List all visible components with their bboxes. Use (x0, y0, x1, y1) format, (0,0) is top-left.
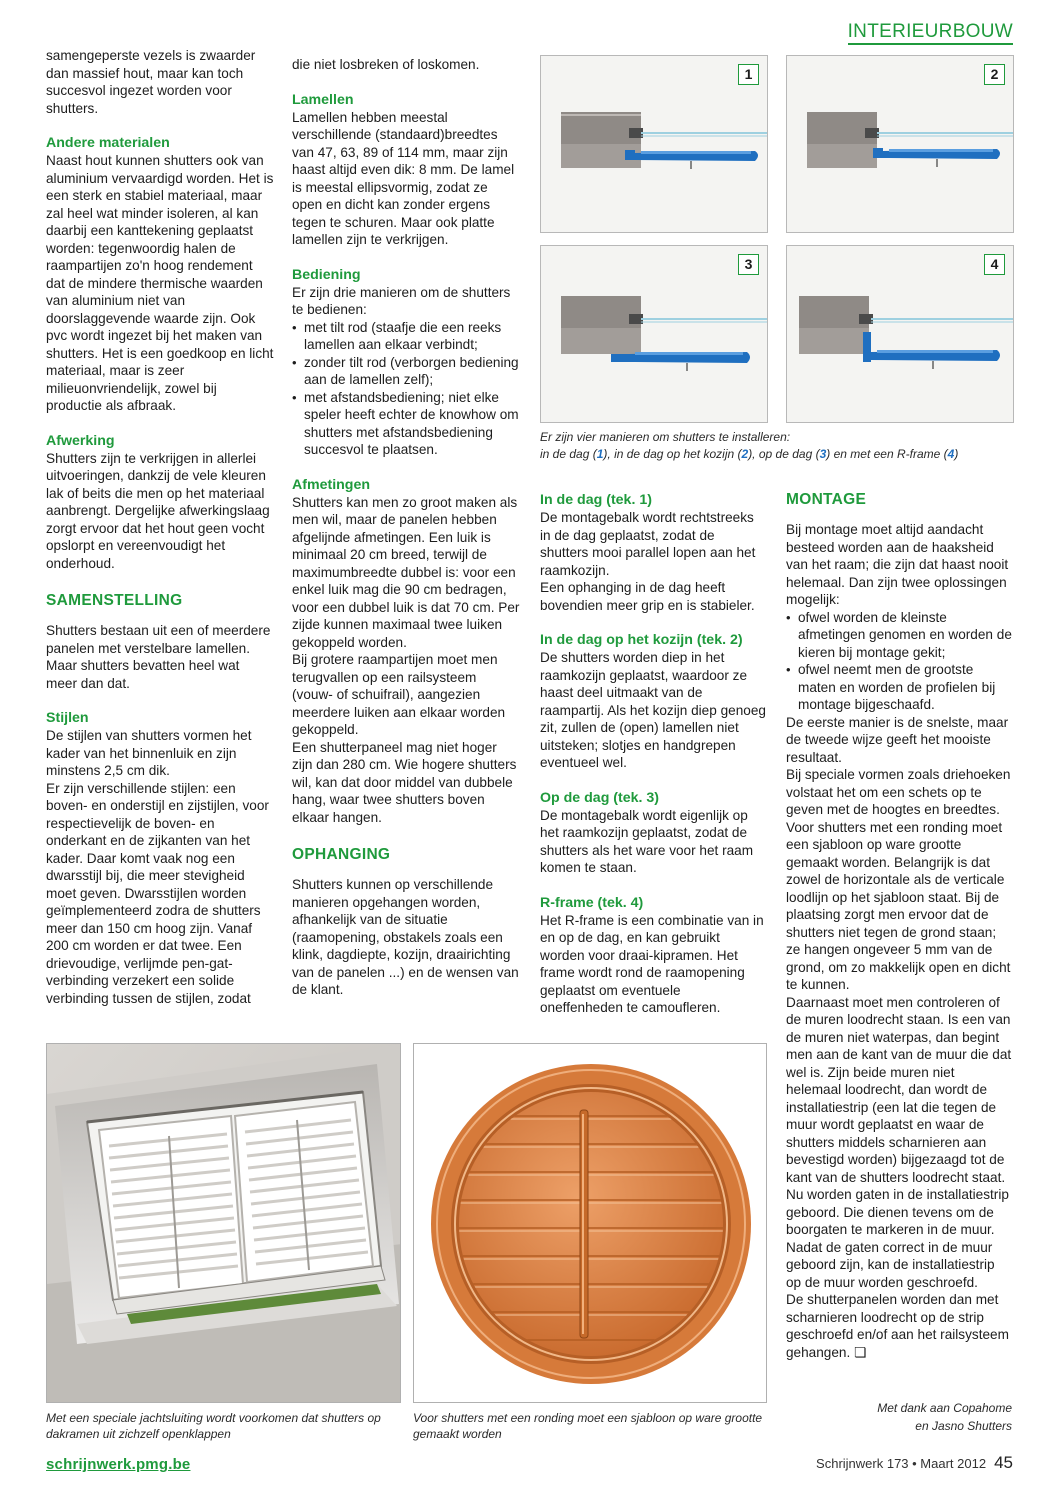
diagram-number: 1 (738, 64, 759, 85)
montage-list (786, 609, 1012, 714)
photo-roof-window-shutters (46, 1043, 401, 1403)
paragraph: Bij grotere raampartijen moet men terugvallen op een railsysteem (vouw- of schuifrail), aangezien meerdere luiken aan elkaar worden gekoppeld. (292, 652, 506, 737)
section-tag: INTERIEURBOUW (848, 22, 1013, 45)
heading-r-frame: R-frame (tek. 4) (540, 894, 644, 911)
paragraph: De eerste manier is de snelste, maar de tweede wijze geeft het mooiste resultaat. (786, 714, 1009, 765)
paragraph: Een ophanging in de dag heeft bovendien meer grip en is stabieler. (540, 580, 755, 613)
diagram-number: 3 (738, 254, 759, 275)
paragraph: Er zijn verschillende stijlen: een boven- en onderstijl en zijstijlen, voor respectievelijk de boven- en onderkant en de zijkanten van het kader. Daar komt vaak nog een dwarsstijl bij, die meer stevigheid moet geven. Dwarsstijlen worden geïmplementeerd zodra de shutters meer dan 150 cm hoog zijn. Vanaf 200 cm worden er dat twee. Een drievoudige, verlijmde pen-gat-verbinding verzekert een solide verbinding tussen de stijlen, zodat (46, 780, 269, 1006)
diagram-number: 4 (984, 254, 1005, 275)
paragraph: Shutters zijn te verkrijgen in allerlei uitvoeringen, dankzij de vele kleuren lak of beits die men op het materiaal aanbrengt. Dergelijke afwerkingslaag zorgt ervoor dat het hout geen vocht opslorpt en vereenvoudigt het onderhoud. (46, 450, 270, 571)
diagram-caption (540, 429, 1012, 463)
paragraph: Daarnaast moet men controleren of de muren loodrecht staan. Is een van de muren niet waterpas, dan begint men aan de kant van de muur die dat wel is. Zijn beide muren niet helemaal loodrecht, dan wordt de installatiestrip (een lat die tegen de muur wordt geplaatst en waar de shutters middels scharnieren aan bevestigd worden) bijgezaagd tot de kant van de shutters loodrecht staat. Nu worden gaten in de installatiestrip geboord. Die dienen tevens om de boorgaten te markeren in de muur. Nadat de gaten correct in de muur geboord zijn, kan de installatiestrip op de muur worden geschroefd. (786, 994, 1012, 1290)
list-item: • ofwel neemt men de grootste maten en worden de profielen bij montage bijgeschaafd. (786, 661, 1012, 714)
caption-part: ), in de dag op het kozijn ( (603, 447, 742, 461)
paragraph: Shutters bestaan uit een of meerdere panelen met verstelbare lamellen. Maar shutters bevatten heel wat meer dan dat. (46, 623, 271, 691)
column-4 (786, 491, 1012, 1361)
credits (786, 1399, 1012, 1435)
diagram-2-drawing (787, 56, 1014, 233)
paragraph: Er zijn drie manieren om de shutters te bedienen: (292, 284, 511, 317)
heading-afwerking: Afwerking (46, 432, 115, 449)
paragraph: Bij speciale vormen zoals driehoeken volstaat het om een schets op te geven met de hoogtes en breedtes. Voor shutters met een ronding moet een sjabloon op ware grootte gemaakt worden. Belangrijk is dat zowel de horizontale als de verticale loodlijn op het sjabloon staat. Bij de plaatsing zorgt men ervoor dat de shutters niet tegen de grond staan; ze hangen ongeveer 5 mm van de grond, om zo makkelijk open en dicht te kunnen. (786, 767, 1011, 992)
caption-ref: 3 (819, 447, 827, 461)
paragraph: Een shutterpaneel mag niet hoger zijn dan 280 cm. Wie hogere shutters wil, kan dat door middel van dubbele hang, waar twee shutters boven elkaar hangen. (292, 739, 517, 825)
column-1 (46, 47, 274, 1007)
paragraph: Het R-frame is een combinatie van in en op de dag, en kan gebruikt worden voor draai-kipramen. Het frame wordt rond de raamopening geplaatst om eventuele oneffenheden te camoufleren. (540, 912, 764, 1015)
list-item: • met tilt rod (staafje die een reeks lamellen aan elkaar verbindt; (292, 319, 520, 354)
caption-ref: 4 (947, 447, 955, 461)
heading-montage: MONTAGE (786, 491, 867, 508)
paragraph: Shutters kan men zo groot maken als men wil, maar de panelen hebben afgelijnde afmetingen. Een luik is minimaal 20 cm breed, terwijl de maximumbreedte dubbel is: voor een enkel luik mag die 90 cm bedragen, voor een dubbel luik is dat 70 cm. Per zijde kunnen maximaal twee luiken gekoppeld worden. (292, 494, 520, 650)
heading-afmetingen: Afmetingen (292, 476, 371, 493)
diagram-op-de-dag (540, 245, 768, 423)
end-mark-icon: ❏ (854, 1344, 867, 1360)
paragraph: Bij montage moet altijd aandacht besteed worden aan de haaksheid van het raam; die zijn dat haast nooit helemaal. Dan zijn twee oplossingen mogelijk: (786, 522, 1009, 607)
caption-part: ) en met een R-frame ( (826, 447, 948, 461)
paragraph: Lamellen hebben meestal verschillende (standaard)breedtes van 47, 63, 89 of 114 mm, maar zijn haast altijd even dik: 8 mm. De lamel is meestal ellipsvormig, zodat ze open en dicht kan zonder ergens tegen te schuren. Maar ook platte lamellen zijn te verkrijgen. (292, 109, 515, 247)
paragraph (786, 1291, 1012, 1361)
paragraph: De montagebalk wordt rechtstreeks in de dag geplaatst, zodat de shutters mooi parallel lopen aan het raamkozijn. (540, 510, 756, 578)
footer-issue (816, 1453, 1013, 1473)
column-3 (540, 491, 766, 1017)
diagram-r-frame (786, 245, 1014, 423)
diagram-1-drawing (541, 56, 768, 233)
heading-andere-materialen: Andere materialen (46, 135, 170, 151)
heading-stijlen: Stijlen (46, 710, 89, 726)
issue-info: Schrijnwerk 173 • Maart 2012 (816, 1456, 987, 1471)
round-shutter-illustration (414, 1044, 767, 1403)
list-item: • ofwel worden de kleinste afmetingen genomen en worden de kieren bij montage gekit; (786, 609, 1012, 662)
credits-line: Met dank aan Copahome (877, 1401, 1012, 1415)
diagram-number: 2 (984, 64, 1005, 85)
paragraph: De shutters worden diep in het raamkozijn geplaatst, waardoor ze haast deel uitmaakt van de raampartij. Als het kozijn diep genoeg zit, zullen de (open) lamellen niet uitsteken; slotjes en handgrepen eventueel wel. (540, 650, 766, 770)
list-item: • met afstandsbediening; niet elke speler heeft echter de knowhow om shutters met afstandsbediening succesvol te plaatsen. (292, 389, 520, 459)
paragraph-text: De shutterpanelen worden dan met scharnieren loodrecht op de strip geschroefd en/of aan het railsysteem gehangen. (786, 1292, 1009, 1360)
caption-ref: 1 (596, 447, 604, 461)
paragraph: Shutters kunnen op verschillende manieren opgehangen worden, afhankelijk van de situatie (raamopening, obstakels zoals een klink, dagdiepte, kozijn, draairichting van de panelen ...) en de wensen van de klant. (292, 877, 519, 997)
heading-in-de-dag: In de dag (tek. 1) (540, 492, 652, 508)
caption-part: ) (954, 447, 959, 461)
paragraph: De montagebalk wordt eigenlijk op het raamkozijn geplaatst, zodat de shutters als het ware voor het raam komen te staan. (540, 807, 754, 875)
column-2 (292, 56, 520, 999)
paragraph: De stijlen van shutters vormen het kader van het binnenluik en zijn minstens 2,5 cm dik. (46, 728, 252, 778)
paragraph: samengeperste vezels is zwaarder dan massief hout, maar kan toch succesvol ingezet worden voor shutters. (46, 48, 256, 116)
diagram-3-drawing (541, 246, 768, 423)
heading-bediening: Bediening (292, 266, 361, 283)
paragraph: Naast hout kunnen shutters ook van aluminium vervaardigd worden. Het is een sterk en stabiel materiaal, maar zal heel wat minder isoleren, al kan daarbij een kanttekening geplaatst worden: tegenwoordig halen de raampartijen zo'n hoog rendement dat de mindere thermische waarden van aluminium niet van doorslaggevende waarde zijn. Ook pvc wordt ingezet bij het maken van shutters. Het is een goedkoop en licht materiaal, maar is zeer milieuonvriendelijk, zowel bij productie als afbraak. (46, 153, 274, 413)
heading-ophanging: OPHANGING (292, 846, 391, 863)
page-number: 45 (994, 1453, 1013, 1472)
diagram-4-drawing (787, 246, 1014, 423)
caption-ref: 2 (741, 447, 749, 461)
heading-op-de-dag: Op de dag (tek. 3) (540, 789, 660, 806)
caption-line-2 (540, 446, 1012, 463)
caption-part: in de dag ( (540, 447, 597, 461)
paragraph: die niet losbreken of loskomen. (292, 57, 480, 72)
roof-window-illustration (47, 1044, 401, 1403)
footer-website-link[interactable]: schrijnwerk.pmg.be (46, 1456, 191, 1473)
heading-op-het-kozijn: In de dag op het kozijn (tek. 2) (540, 632, 743, 648)
heading-lamellen: Lamellen (292, 91, 354, 108)
caption-part: ), op de dag ( (748, 447, 820, 461)
heading-samenstelling: SAMENSTELLING (46, 592, 183, 609)
photo-caption-1: Met een speciale jachtsluiting wordt voorkomen dat shutters op dakramen uit zichzelf openklappen (46, 1411, 381, 1441)
photo-caption-2: Voor shutters met een ronding moet een sjabloon op ware grootte gemaakt worden (413, 1411, 763, 1441)
bediening-list (292, 319, 520, 459)
credits-line: en Jasno Shutters (915, 1419, 1012, 1433)
list-item: • zonder tilt rod (verborgen bediening aan de lamellen zelf); (292, 354, 520, 389)
diagram-in-de-dag-op-kozijn (786, 55, 1014, 233)
diagram-in-de-dag (540, 55, 768, 233)
photo-round-shutter (413, 1043, 767, 1403)
caption-line-1: Er zijn vier manieren om shutters te installeren: (540, 430, 791, 444)
